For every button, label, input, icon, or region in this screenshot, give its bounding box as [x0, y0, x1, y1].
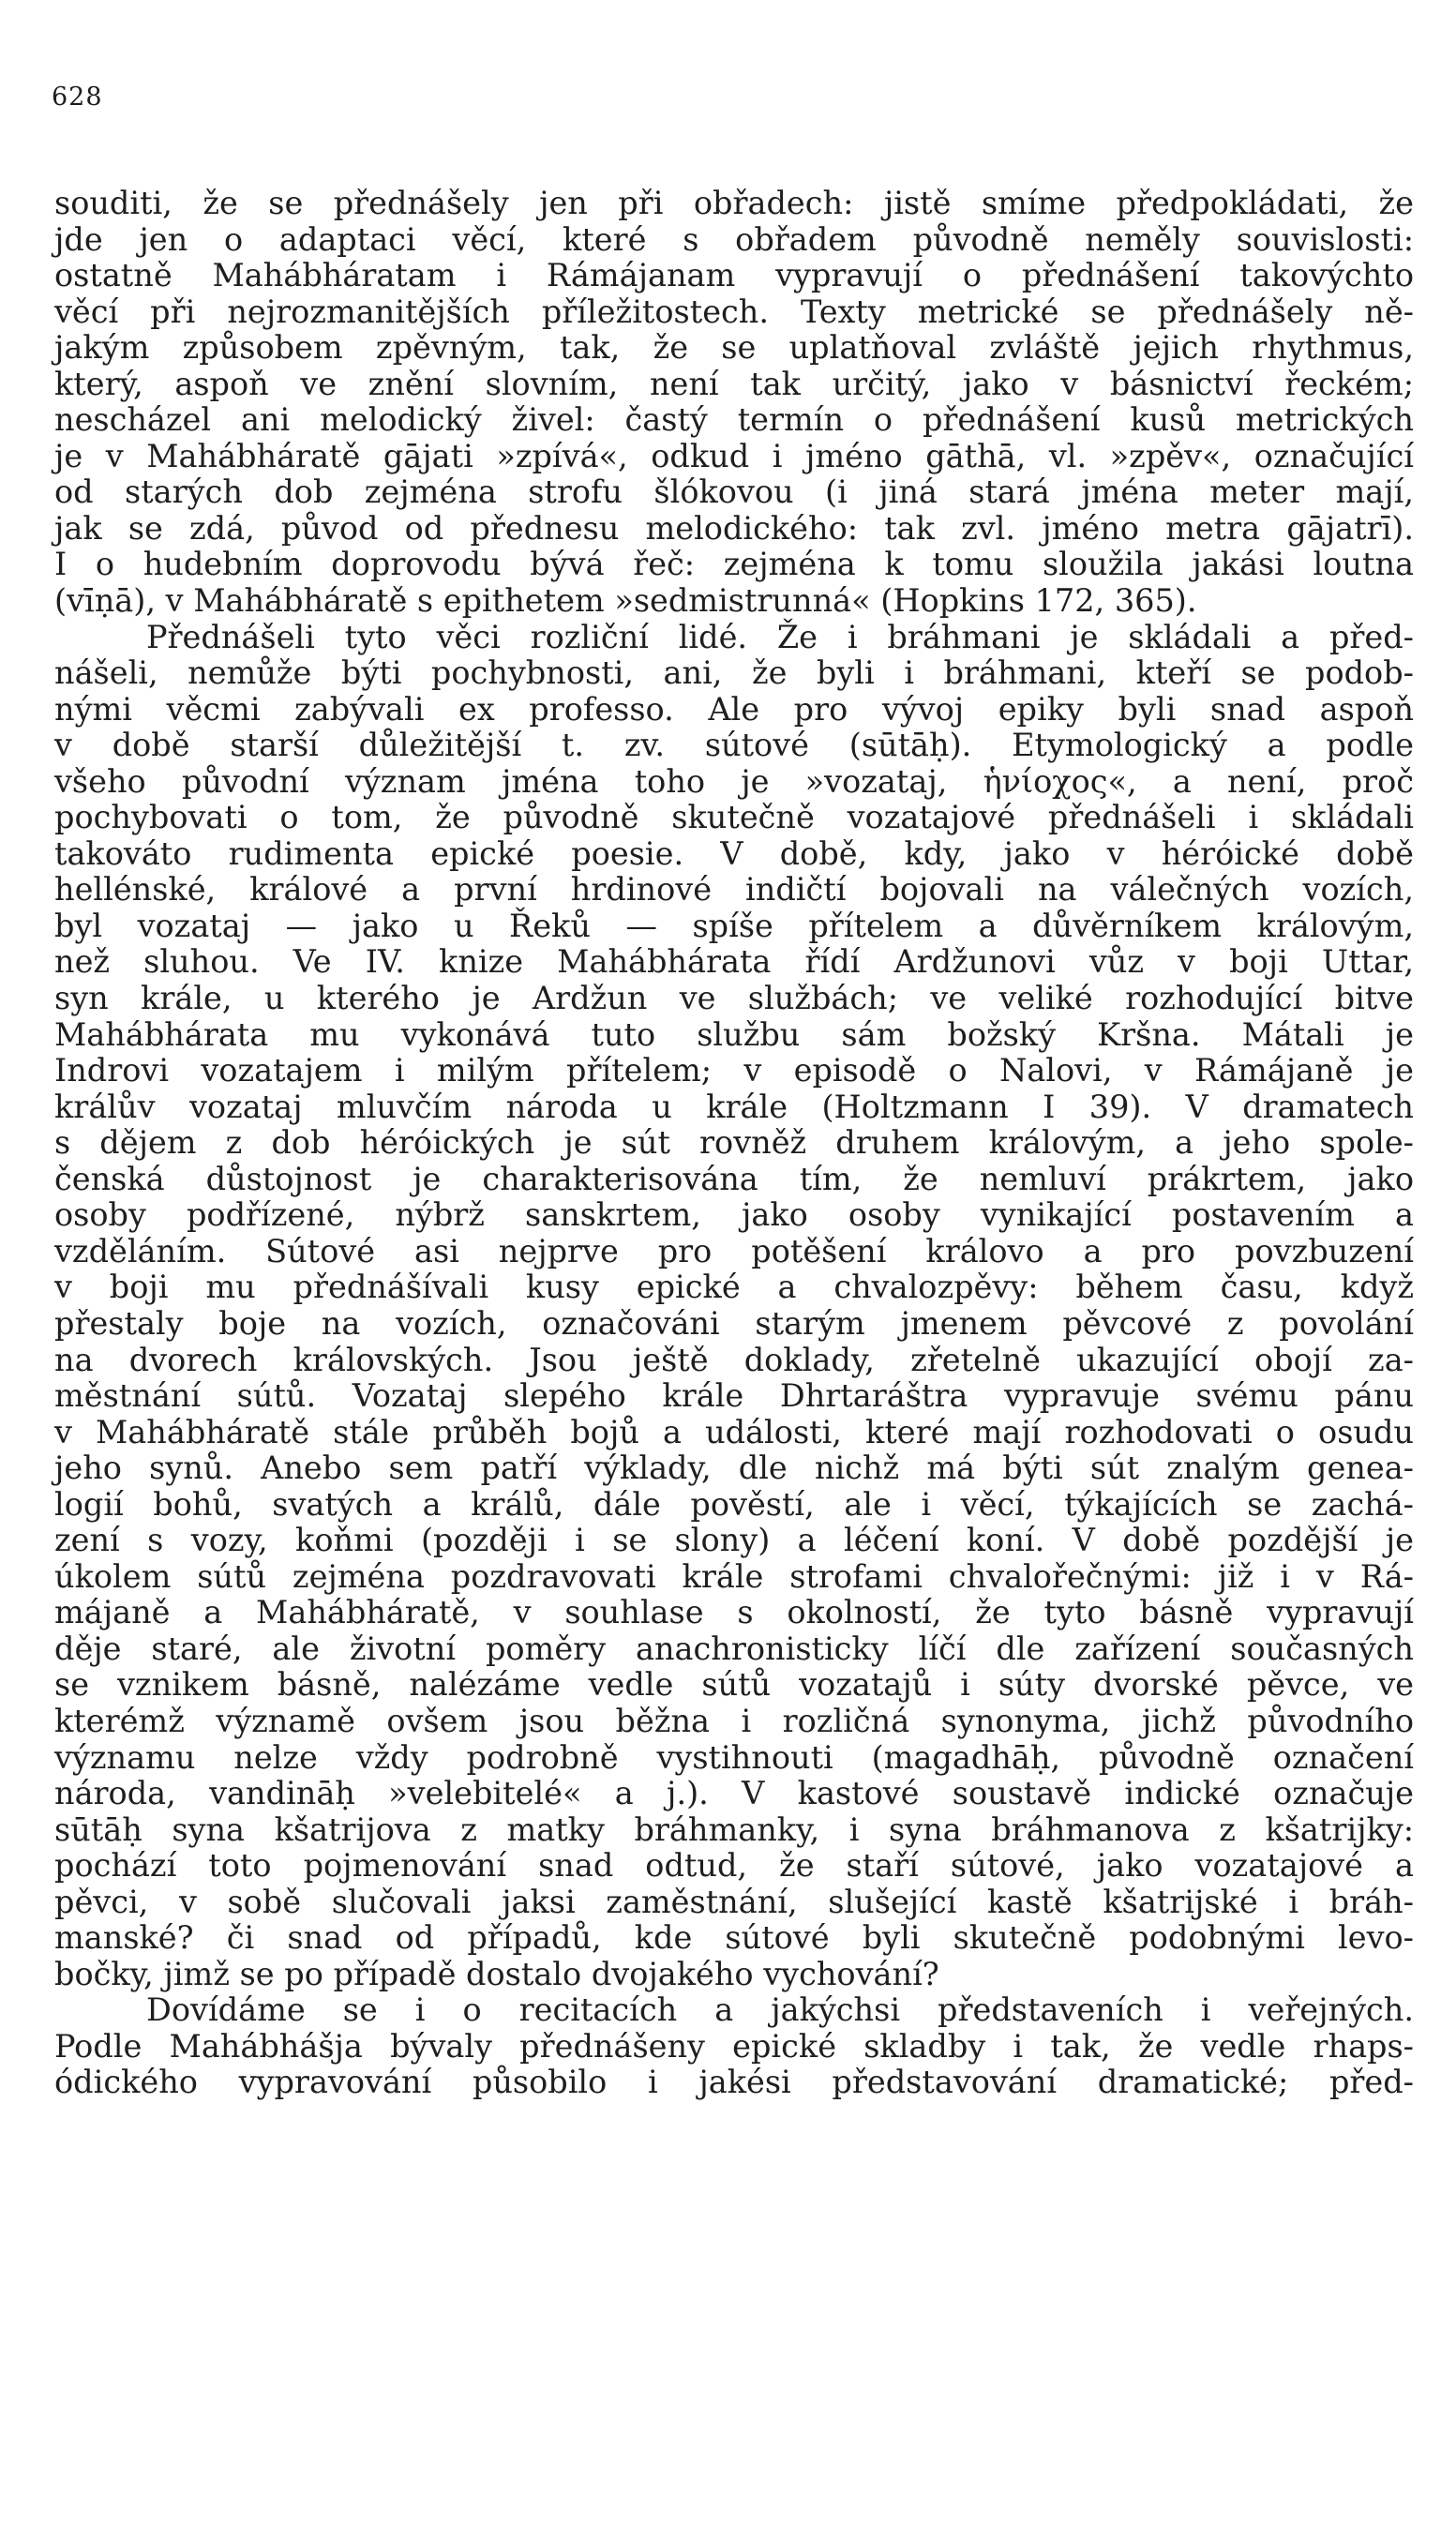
text-line: zení s vozy, koňmi (později i se slony) a léčení koní. V době pozdější je: [54, 1522, 1414, 1559]
text-line: hellénské, králové a první hrdinové indičtí bojovali na válečných vozích,: [54, 871, 1414, 909]
text-line: Podle Mahábhášja bývaly přednášeny epické skladby i tak, že vedle rhaps-: [54, 2027, 1414, 2065]
text-line: je v Mahábháratě gājati »zpívá«, odkud i jméno gāthā, vl. »zpěv«, označující: [54, 437, 1414, 474]
text-line: logií bohů, svatých a králů, dále pověstí, ale i věcí, týkajících se zachá-: [54, 1485, 1414, 1523]
text-line: byl vozataj — jako u Řeků — spíše přítelem a důvěrníkem královým,: [54, 907, 1414, 944]
page-number: 628: [52, 83, 103, 112]
text-line: pěvci, v sobě slučovali jaksi zaměstnání, slušející kastě kšatrijské i bráh-: [54, 1883, 1414, 1920]
text-line: který, aspoň ve znění slovním, není tak určitý, jako v básnictví řeckém;: [54, 365, 1414, 402]
text-line: Přednášeli tyto věci rozliční lidé. Že i bráhmani je skládali a před-: [146, 618, 1414, 655]
text-line: manské? či snad od případů, kde sútové byli skutečně podobnými levo-: [54, 1919, 1414, 1957]
text-line: (vīṇā), v Mahábháratě s epithetem »sedmistrunná« (Hopkins 172, 365).: [54, 582, 1197, 620]
text-line: nými věcmi zabývali ex professo. Ale pro vývoj epiky byli snad aspoň: [54, 690, 1414, 728]
text-line: Indrovi vozatajem i milým přítelem; v episodě o Nalovi, v Rámájaně je: [54, 1052, 1414, 1089]
text-line: bočky, jimž se po případě dostalo dvojakého vychování?: [54, 1955, 939, 1992]
text-line: pochybovati o tom, že původně skutečně vozatajové přednášeli i skládali: [54, 799, 1414, 836]
text-line: národa, vandināḥ »velebitelé« a j.). V kastové soustavě indické označuje: [54, 1775, 1414, 1812]
text-line: na dvorech královských. Jsou ještě doklady, zřetelně ukazující obojí za-: [54, 1341, 1414, 1378]
text-line: nescházel ani melodický živel: častý termín o přednášení kusů metrických: [54, 401, 1414, 439]
text-line: nášeli, nemůže býti pochybnosti, ani, že byli i bráhmani, kteří se podob-: [54, 654, 1414, 692]
text-line: králův vozataj mluvčím národa u krále (Holtzmann I 39). V dramatech: [54, 1088, 1414, 1125]
text-line: městnání sútů. Vozataj slepého krále Dhrtaráštra vypravuje svému pánu: [54, 1377, 1414, 1415]
text-line: ostatně Mahábháratam i Rámájanam vypravují o přednášení takovýchto: [54, 257, 1414, 294]
text-line: přestaly boje na vozích, označováni starým jmenem pěvcové z povolání: [54, 1304, 1414, 1342]
text-line: vzděláním. Sútové asi nejprve pro potěšení královo a pro povzbuzení: [54, 1232, 1414, 1270]
text-line: ódického vypravování působilo i jakési představování dramatické; před-: [54, 2064, 1414, 2101]
text-line: čenská důstojnost je charakterisována tím, že nemluví prákrtem, jako: [54, 1160, 1414, 1197]
text-line: významu nelze vždy podrobně vystihnouti (magadhāḥ, původně označení: [54, 1738, 1414, 1776]
text-line: s dějem z dob héróických je sút rovněž druhem královým, a jeho spole-: [54, 1124, 1414, 1162]
text-line: osoby podřízené, nýbrž sanskrtem, jako osoby vynikající postavením a: [54, 1196, 1414, 1234]
text-line: jak se zdá, původ od přednesu melodického: tak zvl. jméno metra gājatrī).: [54, 509, 1414, 547]
text-line: takováto rudimenta epické poesie. V době, kdy, jako v héróické době: [54, 834, 1414, 872]
text-line: syn krále, u kterého je Ardžun ve službách; ve veliké rozhodující bitve: [54, 980, 1414, 1017]
text-line: Mahábhárata mu vykonává tuto službu sám božský Kršna. Mátali je: [54, 1015, 1414, 1053]
text-line: než sluhou. Ve IV. knize Mahábhárata řídí Ardžunovi vůz v boji Uttar,: [54, 943, 1414, 981]
text-line: jeho synů. Anebo sem patří výklady, dle nichž má býti sút znalým genea-: [54, 1450, 1414, 1487]
text-line: v Mahábháratě stále průběh bojů a události, které mají rozhodovati o osudu: [54, 1413, 1414, 1450]
text-line: v boji mu přednášívali kusy epické a chvalozpěvy: během času, když: [54, 1269, 1414, 1306]
text-line: jakým způsobem zpěvným, tak, že se uplatňoval zvláště jejich rhythmus,: [54, 329, 1414, 367]
text-line: kterémž významě ovšem jsou běžna i rozličná synonyma, jichž původního: [54, 1702, 1414, 1739]
text-line: sūtāḥ syna kšatrijova z matky bráhmanky, i syna bráhmanova z kšatrijky:: [54, 1810, 1414, 1848]
text-line: I o hudebním doprovodu bývá řeč: zejména k tomu sloužila jakási loutna: [54, 546, 1414, 583]
text-line: souditi, že se přednášely jen při obřadech: jistě smíme předpokládati, že: [54, 185, 1414, 221]
text-line: všeho původní význam jména toho je »vozataj, ἡνίοχος«, a není, proč: [54, 762, 1414, 800]
text-line: v době starší důležitější t. zv. sútové (sūtāḥ). Etymologický a podle: [54, 727, 1414, 764]
text-line: děje staré, ale životní poměry anachronisticky líčí dle zařízení současných: [54, 1630, 1414, 1667]
text-line: Dovídáme se i o recitacích a jakýchsi představeních i veřejných.: [146, 1991, 1414, 2029]
text-line: se vznikem básně, nalézáme vedle sútů vozatajů i súty dvorské pěvce, ve: [54, 1666, 1414, 1704]
body-text: [54, 186, 1414, 2101]
text-line: pochází toto pojmenování snad odtud, že staří sútové, jako vozatajové a: [54, 1847, 1414, 1885]
text-line: od starých dob zejména strofu šlókovou (i jiná stará jména meter mají,: [54, 473, 1414, 511]
text-line: úkolem sútů zejména pozdravovati krále strofami chvalořečnými: již i v Rá-: [54, 1557, 1414, 1595]
text-line: věcí při nejrozmanitějších příležitostech. Texty metrické se přednášely ně-: [54, 293, 1414, 330]
text-line: jde jen o adaptaci věcí, které s obřadem původně neměly souvislosti:: [54, 220, 1414, 258]
text-line: májaně a Mahábháratě, v souhlase s okolností, že tyto básně vypravují: [54, 1594, 1414, 1631]
